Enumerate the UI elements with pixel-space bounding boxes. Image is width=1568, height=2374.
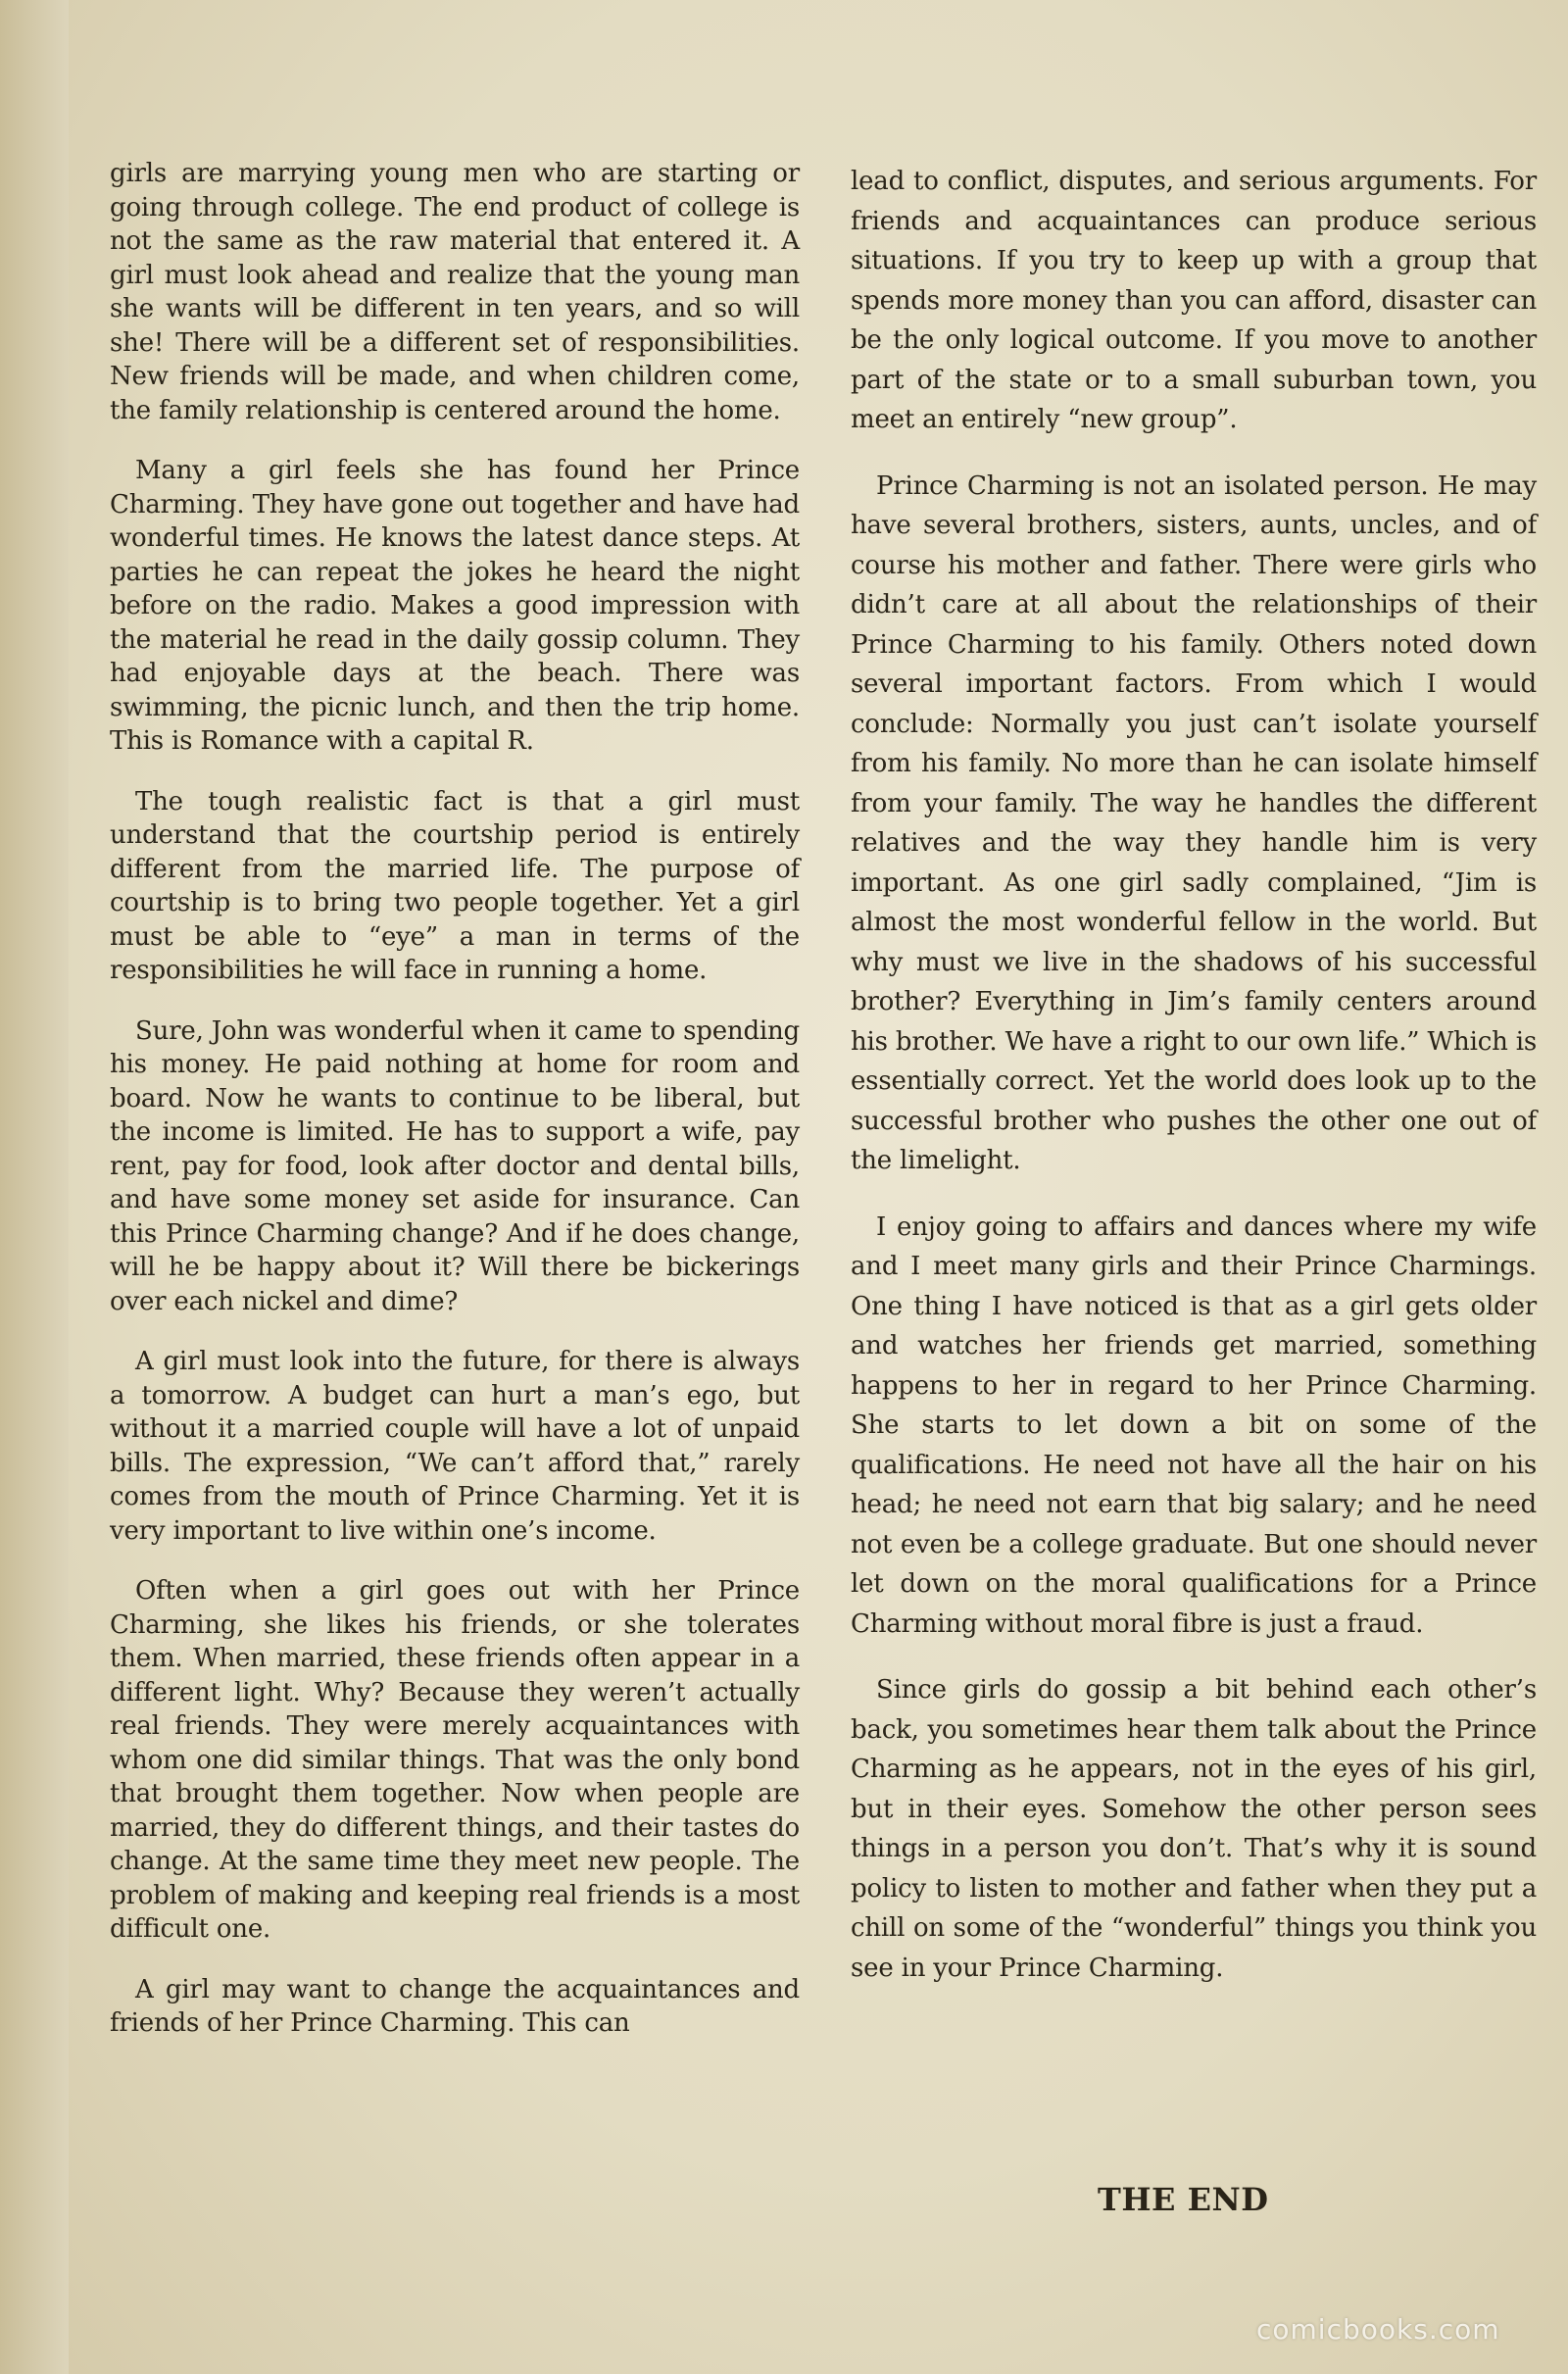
paragraph: Sure, John was wonderful when it came to spending his money. He paid nothing at home for room and board. Now he wants to continue to be liberal, but the income is limited. He has to support a wife, pay rent, pay for food, look after doctor and dental bills, and have some money set aside for insurance. Can this Prince Charming change? And if he does change, will he be happy about it? Will there be bickerings over each nickel and dime? [110,1015,800,1316]
paragraph: Since girls do gossip a bit behind each other’s back, you sometimes hear them talk about the Prince Charming as he appears, not in the eyes of his girl, but in their eyes. Somehow the other person sees things in a person you don’t. That’s why it is sound policy to listen to mother and father when they put a chill on some of the “wonderful” things you think you see in your Prince Charming. [851,1675,1537,1983]
the-end-label: THE END [1098,2181,1269,2218]
paragraph: lead to conflict, disputes, and serious arguments. For friends and acquaintances can produce serious situations. If you try to keep up with a group that spends more money than you can afford, disaster can be the only logical outcome. If you move to another part of the state or to a small suburban town, you meet an entirely “new group”. [851,167,1537,434]
paragraph: The tough realistic fact is that a girl must understand that the courtship period is entirely different from the married life. The purpose of courtship is to bring two people together. Yet a girl must be able to “eye” a man in terms of the responsibilities he will face in running a home. [110,786,800,985]
paragraph: Prince Charming is not an isolated person. He may have several brothers, sisters, aunts, uncles, and of course his mother and father. There were girls who didn’t care at all about the relationships of their Prince Charming to his family. Others noted down several important factors. From which I would conclude: Normally you just can’t isolate yourself from his family. No more than he can isolate himself from your family. The way he handles the different relatives and the way they handle him is very important. As one girl sadly complained, “Jim is almost the most wonderful fellow in the world. But why must we live in the shadows of his successful brother? Everything in Jim’s family centers around his brother. We have a right to our own life.” Which is essentially correct. Yet the world does look up to the successful brother who pushes the other one out of the limelight. [851,470,1537,1175]
paragraph: Often when a girl goes out with her Prince Charming, she likes his friends, or she tolerates them. When married, these friends often appear in a different light. Why? Because they weren’t actually real friends. They were merely acquaintances with whom one did similar things. That was the only bond that brought them together. Now when people are married, they do different things, and their tastes do change. At the same time they meet new people. The problem of making and keeping real friends is a most difficult one. [110,1576,800,1944]
paragraph: A girl must look into the future, for there is always a tomorrow. A budget can hurt a man’s ego, but without it a married couple will have a lot of unpaid bills. The expression, “We can’t afford that,” rarely comes from the mouth of Prince Charming. Yet it is very important to live within one’s income. [110,1347,800,1546]
paragraph: I enjoy going to affairs and dances where my wife and I meet many girls and their Prince Charmings. One thing I have noticed is that as a girl gets older and watches her friends get married, something happens to her in regard to her Prince Charming. She starts to let down a bit on some of the qualifications. He need not have all the hair on his head; he need not earn that big salary; and he need not even be a college graduate. But one should never let down on the moral qualifications for a Prince Charming without moral fibre is just a fraud. [851,1212,1537,1639]
page-gutter-shadow [0,0,69,2374]
right-text-column [851,162,1537,2014]
paragraph: Many a girl feels she has found her Prince Charming. They have gone out together and have had wonderful times. He knows the latest dance steps. At parties he can repeat the jokes he heard the night before on the radio. Makes a good impression with the material he read in the daily gossip column. They had enjoyable days at the beach. There was swimming, the picnic lunch, and then the trip home. This is Romance with a capital R. [110,456,800,756]
paragraph: A girl may want to change the acquaintances and friends of her Prince Charming. This can [110,1974,800,2038]
left-text-column [110,157,800,2067]
paragraph: girls are marrying young men who are starting or going through college. The end product of college is not the same as the raw material that entered it. A girl must look ahead and realize that the young man she wants will be different in ten years, and so will she! There will be a different set of responsibilities. New friends will be made, and when children come, the family relationship is centered around the home. [110,159,800,425]
site-watermark: comicbooks.com [1256,2313,1500,2346]
